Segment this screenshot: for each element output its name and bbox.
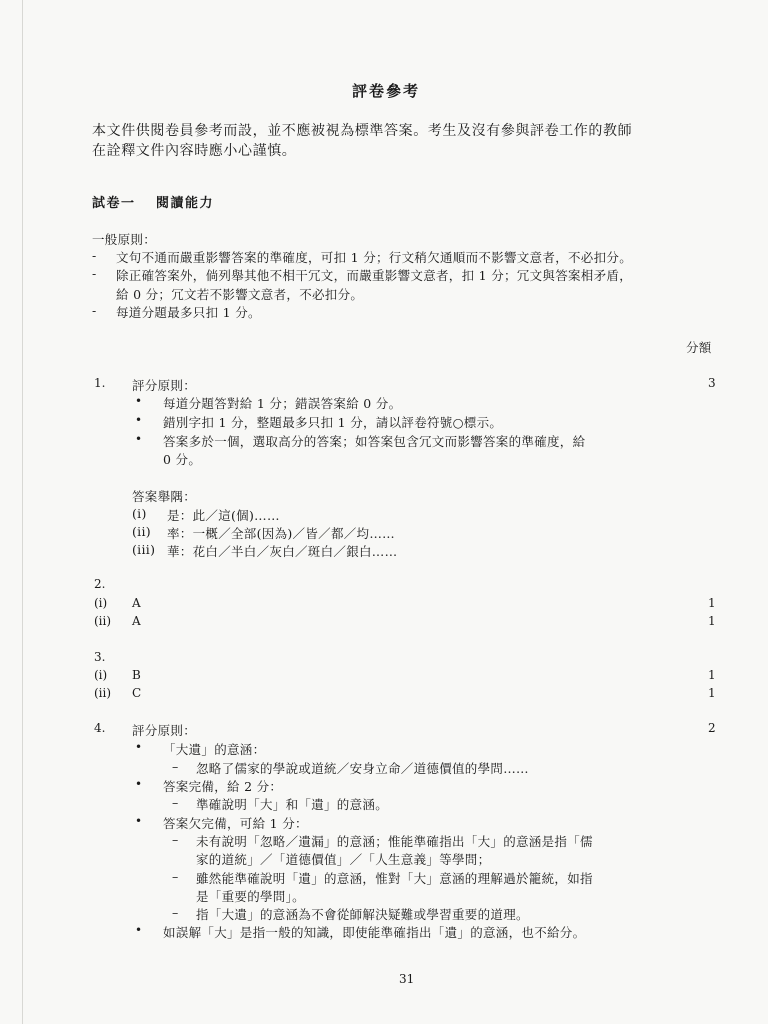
rule-bullet: 每道分題答對給 1 分；錯誤答案給 0 分。 bbox=[163, 396, 402, 411]
answer-mark: 1 bbox=[708, 614, 716, 628]
general-title: 一般原則： bbox=[92, 232, 157, 247]
question-mark: 2 bbox=[708, 721, 716, 735]
dash-marker: - bbox=[92, 248, 97, 263]
example-index: (i) bbox=[132, 506, 147, 521]
sub-question-index: (ii) bbox=[94, 686, 112, 700]
rule-bullet: 答案完備，給 2 分： bbox=[163, 779, 283, 794]
rule-sub-item: 家的道統」／「道德價值」／「人生意義」等學問； bbox=[196, 852, 491, 867]
example-index: (ii) bbox=[132, 524, 151, 539]
rule-bullet: 如誤解「大」是指一般的知識，即使能準確指出「遺」的意涵，也不給分。 bbox=[163, 925, 586, 940]
example-text: 是：此／這(個)…… bbox=[167, 508, 280, 523]
rule-bullet: 答案多於一個，選取高分的答案；如答案包含冗文而影響答案的準確度，給 bbox=[163, 434, 586, 449]
sub-dash: – bbox=[172, 832, 179, 847]
answer-value: A bbox=[132, 614, 141, 628]
general-rule: 給 0 分；冗文若不影響文意者，不必扣分。 bbox=[116, 287, 364, 302]
bullet-icon: • bbox=[135, 740, 143, 754]
sub-question-index: (ii) bbox=[94, 614, 112, 628]
rule-bullet: 「大遺」的意涵： bbox=[163, 742, 266, 757]
question-number: 3. bbox=[94, 650, 106, 664]
sub-question-index: (i) bbox=[94, 668, 108, 682]
dash-marker: - bbox=[92, 266, 97, 281]
paper-label: 試卷一 bbox=[92, 196, 136, 211]
rule-sub-item: 指「大遺」的意涵為不會從師解決疑難或學習重要的道理。 bbox=[196, 907, 529, 922]
paper-name: 閱讀能力 bbox=[156, 196, 215, 211]
marking-principle-label: 評分原則： bbox=[132, 723, 197, 738]
answer-value: A bbox=[132, 596, 141, 610]
answer-value: B bbox=[132, 668, 141, 682]
question-number: 2. bbox=[94, 577, 106, 591]
sub-question-index: (i) bbox=[94, 596, 108, 610]
example-text: 率：一概／全部(因為)／皆／都／均…… bbox=[167, 526, 395, 541]
sub-dash: – bbox=[172, 759, 179, 774]
bullet-icon: • bbox=[135, 394, 143, 408]
rule-sub-item: 忽略了儒家的學說或道統／安身立命／道德價值的學問…… bbox=[196, 761, 529, 776]
answer-mark: 1 bbox=[708, 668, 716, 682]
bullet-icon: • bbox=[135, 432, 143, 446]
answer-value: C bbox=[132, 686, 142, 700]
bullet-icon: • bbox=[135, 413, 143, 427]
page-number: 31 bbox=[399, 972, 415, 986]
sub-dash: – bbox=[172, 795, 179, 810]
page-title: 評卷參考 bbox=[352, 82, 421, 100]
rule-bullet: 0 分。 bbox=[163, 452, 202, 467]
example-text: 華：花白／半白／灰白／斑白／銀白…… bbox=[167, 544, 398, 559]
sub-dash: – bbox=[172, 905, 179, 920]
rule-bullet: 錯別字扣 1 分，整題最多只扣 1 分，請以評卷符號○標示。 bbox=[163, 415, 503, 430]
question-number: 1. bbox=[94, 376, 106, 390]
general-rule: 每道分題最多只扣 1 分。 bbox=[116, 305, 261, 320]
question-number: 4. bbox=[94, 721, 106, 735]
general-rule: 文句不通而嚴重影響答案的準確度，可扣 1 分；行文稍欠通順而不影響文意者，不必扣分。 bbox=[116, 250, 633, 265]
rule-sub-item: 是「重要的學問」。 bbox=[196, 889, 305, 904]
bullet-icon: • bbox=[135, 777, 143, 791]
examples-label: 答案舉隅： bbox=[132, 489, 197, 504]
answer-mark: 1 bbox=[708, 596, 716, 610]
question-mark: 3 bbox=[708, 376, 716, 390]
rule-sub-item: 未有說明「忽略／遺漏」的意涵；惟能準確指出「大」的意涵是指「儒 bbox=[196, 834, 593, 849]
sub-dash: – bbox=[172, 869, 179, 884]
general-rule: 除正確答案外，倘列舉其他不相干冗文，而嚴重影響文意者，扣 1 分；冗文與答案相矛盾， bbox=[116, 268, 633, 283]
rule-sub-item: 準確說明「大」和「遺」的意涵。 bbox=[196, 797, 389, 812]
rule-sub-item: 雖然能準確說明「遺」的意涵，惟對「大」意涵的理解過於籠統，如指 bbox=[196, 871, 593, 886]
marks-header: 分額 bbox=[686, 340, 712, 355]
rule-bullet: 答案欠完備，可給 1 分： bbox=[163, 816, 308, 831]
bullet-icon: • bbox=[135, 923, 143, 937]
intro-line-2: 在詮釋文件內容時應小心謹慎。 bbox=[92, 143, 297, 159]
intro-line-1: 本文件供閱卷員參考而設，並不應被視為標準答案。考生及沒有參與評卷工作的教師 bbox=[92, 123, 633, 139]
marking-principle-label: 評分原則： bbox=[132, 378, 197, 393]
answer-mark: 1 bbox=[708, 686, 716, 700]
dash-marker: - bbox=[92, 303, 97, 318]
example-index: (iii) bbox=[132, 542, 156, 557]
bullet-icon: • bbox=[135, 814, 143, 828]
